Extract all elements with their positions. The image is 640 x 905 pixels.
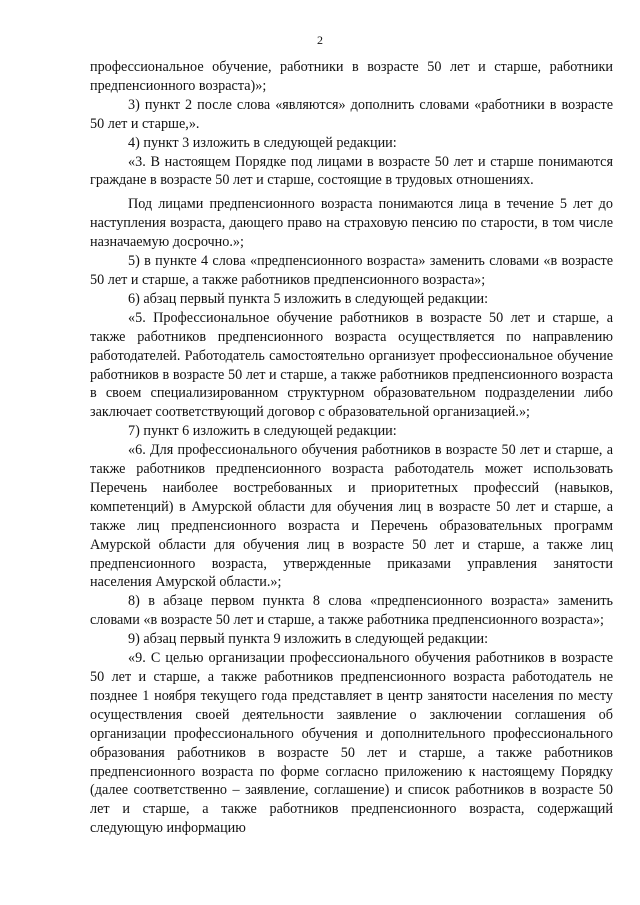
paragraph-quote-9: «9. С целью организации профессионального обучения работников в возрасте 50 лет и старше, а также работников предпенсионного возраста работодатель не позднее 1 ноября текущего года представляет в центр занятости населения по месту осуществления своей деятельности заявление о заключении соглашения об организации профессионального обучения и дополнительного профессионального образования работников в возрасте 50 лет и старше, а также работников предпенсионного возраста по форме согласно приложению к настоящему Порядку (далее соответственно – заявление, соглашение) и список работников в возрасте 50 лет и старше, а также работников предпенсионного возраста, содержащий следующую информацию: [90, 650, 613, 837]
paragraph-item-5: 5) в пункте 4 слова «предпенсионного возраста» заменить словами «в возрасте 50 лет и старше, а также работников предпенсионного возраста»;: [90, 253, 613, 288]
page-number: 2: [317, 33, 323, 47]
paragraph-item-3: 3) пункт 2 после слова «являются» дополнить словами «работники в возрасте 50 лет и старше,».: [90, 96, 613, 132]
document-body: [90, 58, 613, 838]
paragraph-quote-6: «6. Для профессионального обучения работников в возрасте 50 лет и старше, а также работников предпенсионного возраста работодатель может использовать Перечень наиболее востребованных и приоритетных профессий (навыков, компетенций) в Амурской области для обучения лиц в возрасте 50 лет и старше, а также лиц предпенсионного возраста и Перечень образовательных программ Амурской области для обучения лиц в возрасте 50 лет и старше, а также лиц предпенсионного возраста, утвержденные приказами управления занятости населения Амурской области.»;: [90, 442, 613, 591]
paragraph-quote-5: «5. Профессиональное обучение работников в возрасте 50 лет и старше, а также работников предпенсионного возраста осуществляется по направлению работодателей. Работодатель самостоятельно организует профессиональное обучение работников в возрасте 50 лет и старше, а также работников предпенсионного возраста в своем специализированном структурном образовательном подразделении либо заключает соответствующий договор с образовательной организацией.»;: [90, 309, 613, 421]
paragraph-item-8: 8) в абзаце первом пункта 8 слова «предпенсионного возраста» заменить словами «в возрасте 50 лет и старше, а также работника предпенсионного возраста»;: [90, 593, 613, 629]
paragraph-item-4: 4) пункт 3 изложить в следующей редакции:: [128, 134, 397, 151]
paragraph-item-6: 6) абзац первый пункта 5 изложить в следующей редакции:: [128, 290, 489, 307]
paragraph-quote-3: «3. В настоящем Порядке под лицами в возрасте 50 лет и старше понимаются граждане в возрасте 50 лет и старше, состоящие в трудовых отношениях.: [90, 153, 613, 189]
paragraph-continuation: профессиональное обучение, работники в возрасте 50 лет и старше, работники предпенсионного возраста)»;: [90, 59, 613, 94]
paragraph-item-9: 9) абзац первый пункта 9 изложить в следующей редакции:: [128, 631, 489, 648]
paragraph-item-7: 7) пункт 6 изложить в следующей редакции:: [128, 423, 397, 440]
paragraph-pre-pension-definition: Под лицами предпенсионного возраста понимаются лица в течение 5 лет до наступления возраста, дающего право на страховую пенсию по старости, в том числе назначаемую досрочно.»;: [90, 196, 613, 251]
